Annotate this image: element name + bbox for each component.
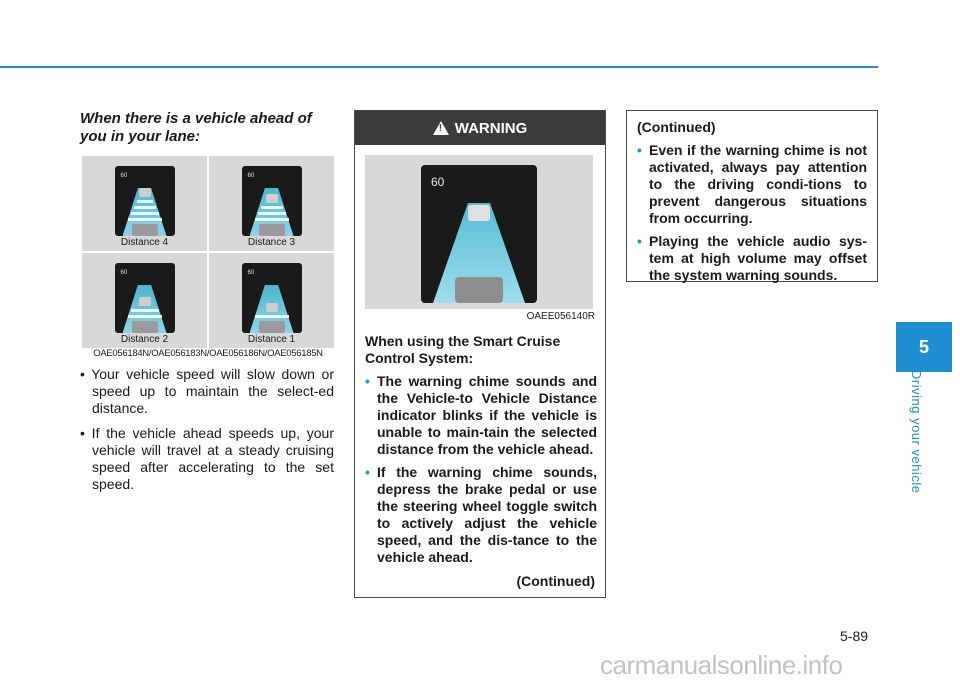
warning-intro: When using the Smart Cruise Control System: bbox=[365, 333, 561, 366]
list-item: • Even if the warning chime is not activated, always pay attention to the driving condi-tions to prevent dangerous situations from occurring. bbox=[637, 142, 867, 227]
section-heading: When there is a vehicle ahead of you in your lane: bbox=[80, 110, 312, 145]
distance-bar bbox=[131, 309, 159, 312]
warning-title: WARNING bbox=[454, 119, 528, 137]
distance-bar bbox=[134, 206, 156, 209]
distance-bar bbox=[258, 212, 286, 215]
cluster-display bbox=[421, 165, 537, 303]
distance-bar bbox=[255, 218, 289, 221]
list-item: • Playing the vehicle audio sys-tem at high volume may offset the system warning sounds. bbox=[637, 233, 867, 284]
warning-photo bbox=[365, 155, 593, 309]
photo-id: OAEE056140R bbox=[526, 311, 595, 322]
warning-header bbox=[355, 111, 605, 145]
cluster-display bbox=[115, 263, 175, 333]
distance-image-grid bbox=[82, 156, 334, 348]
distance-bar bbox=[131, 212, 159, 215]
distance-label: Distance 2 bbox=[120, 334, 169, 345]
top-rule bbox=[0, 66, 878, 68]
distance-bar bbox=[137, 200, 153, 203]
distance-label: Distance 4 bbox=[120, 237, 169, 248]
distance-label: Distance 3 bbox=[247, 237, 296, 248]
own-car bbox=[259, 224, 285, 236]
lead-car bbox=[266, 303, 278, 312]
cluster-display bbox=[242, 263, 302, 333]
distance-bar bbox=[128, 218, 162, 221]
continued-label: (Continued) bbox=[516, 573, 595, 589]
lead-car bbox=[468, 205, 490, 221]
distance-cell bbox=[82, 156, 207, 251]
list-item: • The warning chime sounds and the Vehicle-to Vehicle Distance indicator blinks if the vehicle is unable to main-tain the selected distance from the vehicle ahead. bbox=[365, 373, 597, 458]
cluster-display bbox=[242, 166, 302, 236]
hud-speed: 60 bbox=[247, 173, 255, 179]
warning-triangle-icon bbox=[433, 121, 449, 135]
own-car bbox=[132, 224, 158, 236]
list-item: • If the warning chime sounds, depress the brake pedal or use the steering wheel toggle switch to actively adjust the vehicle speed, and the dis-tance to the vehicle ahead. bbox=[365, 464, 597, 566]
cluster-display bbox=[115, 166, 175, 236]
own-car bbox=[132, 321, 158, 333]
chapter-tab: 5 bbox=[896, 322, 952, 372]
distance-bar bbox=[128, 315, 162, 318]
own-car bbox=[455, 277, 503, 303]
distance-cell bbox=[209, 253, 334, 348]
distance-bar bbox=[261, 206, 283, 209]
distance-cell bbox=[82, 253, 207, 348]
image-caption: OAE056184N/OAE056183N/OAE056186N/OAE056185N bbox=[93, 348, 323, 359]
hud-speed: 60 bbox=[120, 270, 128, 276]
distance-cell bbox=[209, 156, 334, 251]
list-item: • Your vehicle speed will slow down or speed up to maintain the select-ed distance. bbox=[80, 366, 334, 416]
lead-car bbox=[139, 188, 151, 197]
continued-box bbox=[626, 110, 878, 282]
hud-speed: 60 bbox=[247, 270, 255, 276]
bullet-list bbox=[80, 366, 334, 501]
continued-header: (Continued) bbox=[637, 119, 716, 135]
chapter-label: Driving your vehicle bbox=[909, 370, 924, 494]
hud-speed: 60 bbox=[431, 175, 445, 189]
distance-label: Distance 1 bbox=[247, 334, 296, 345]
list-item: • If the vehicle ahead speeds up, your vehicle will travel at a steady cruising speed after accelerating to the set speed. bbox=[80, 425, 334, 492]
warning-box bbox=[354, 110, 606, 598]
watermark: carmanualsonline.info bbox=[600, 650, 843, 680]
page-number: 5-89 bbox=[840, 628, 869, 644]
lead-car bbox=[139, 297, 151, 306]
hud-speed: 60 bbox=[120, 173, 128, 179]
warning-text bbox=[365, 333, 597, 566]
distance-bar bbox=[255, 315, 289, 318]
lead-car bbox=[266, 194, 278, 203]
own-car bbox=[259, 321, 285, 333]
